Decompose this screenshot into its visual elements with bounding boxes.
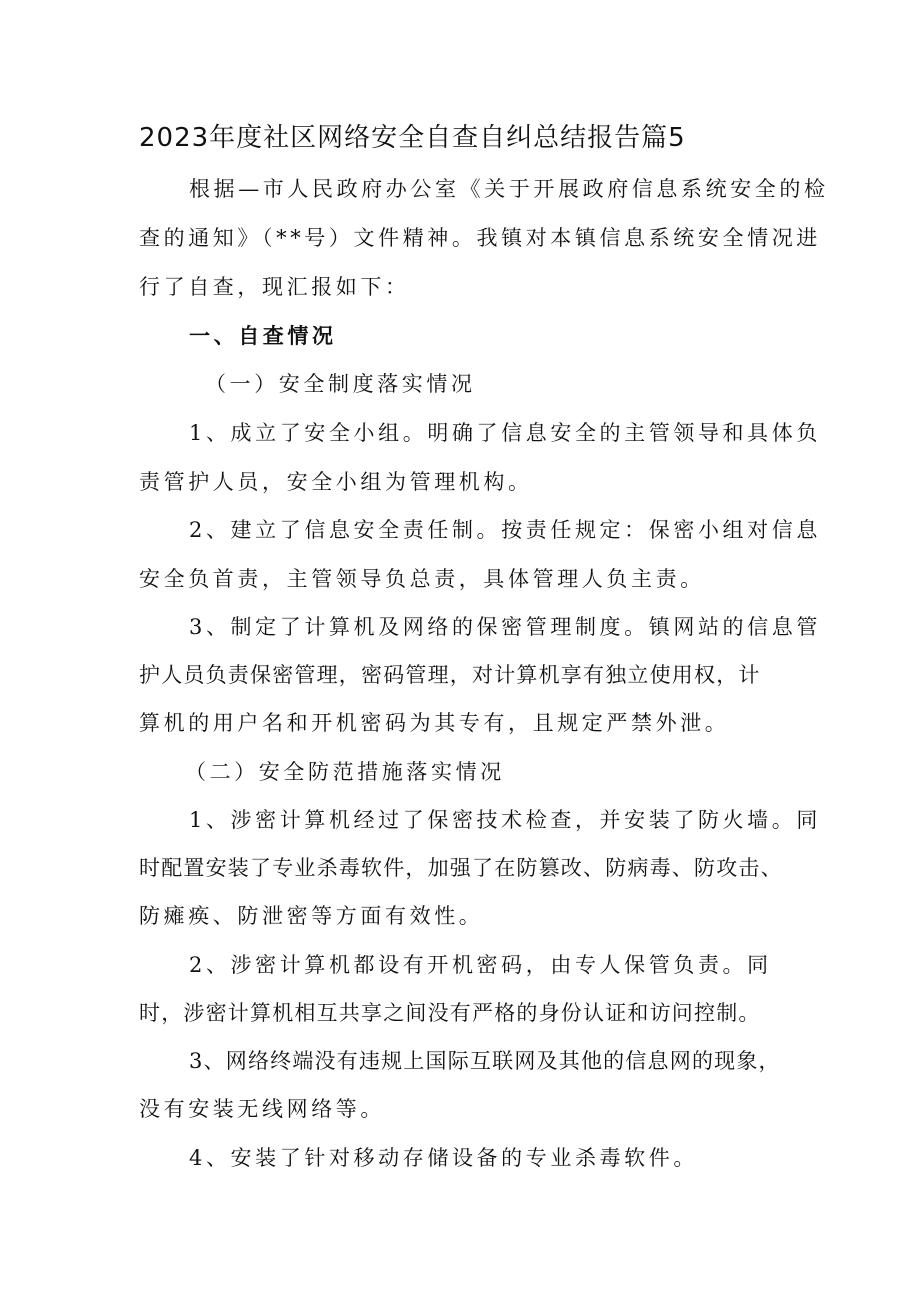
paragraph-line: 时，涉密计算机相互共享之间没有严格的身份认证和访问控制。: [139, 1001, 761, 1025]
subsection-heading: （二）安全防范措施落实情况: [185, 760, 505, 784]
paragraph-line: 根据—市人民政府办公室《关于开展政府信息系统安全的检: [189, 177, 829, 201]
paragraph-line: 2、涉密计算机都设有开机密码，由专人保管负责。同: [189, 953, 772, 977]
paragraph-line: 2、建立了信息安全责任制。按责任规定：保密小组对信息: [189, 518, 821, 542]
paragraph-line: 行了自查，现汇报如下：: [139, 275, 410, 299]
paragraph-line: 护人员负责保密管理，密码管理，对计算机享有独立使用权，计: [139, 663, 761, 687]
paragraph-line: 责管护人员，安全小组为管理机构。: [139, 470, 533, 494]
paragraph-line: 3、网络终端没有违规上国际互联网及其他的信息网的现象，: [189, 1049, 781, 1073]
paragraph-line: 防瘫痪、防泄密等方面有效性。: [139, 904, 484, 928]
subsection-heading: （一）安全制度落实情况: [205, 372, 476, 396]
document-title: 2023年度社区网络安全自查自纠总结报告篇5: [139, 123, 686, 153]
paragraph-line: 算机的用户名和开机密码为其专有，且规定严禁外泄。: [139, 711, 730, 735]
paragraph-line: 4、安装了针对移动存储设备的专业杀毒软件。: [189, 1146, 698, 1170]
paragraph-line: 查的通知》（**号）文件精神。我镇对本镇信息系统安全情况进: [139, 226, 821, 250]
paragraph-line: 没有安装无线网络等。: [139, 1097, 385, 1121]
paragraph-line: 3、制定了计算机及网络的保密管理制度。镇网站的信息管: [189, 615, 821, 639]
section-heading: 一、自查情况: [189, 323, 337, 348]
paragraph-line: 1、成立了安全小组。明确了信息安全的主管领导和具体负: [189, 421, 821, 445]
paragraph-line: 1、涉密计算机经过了保密技术检查，并安装了防火墙。同: [189, 808, 821, 832]
paragraph-line: 时配置安装了专业杀毒软件，加强了在防篡改、防病毒、防攻击、: [139, 856, 783, 880]
paragraph-line: 安全负首责，主管领导负总责，具体管理人负主责。: [139, 567, 705, 591]
